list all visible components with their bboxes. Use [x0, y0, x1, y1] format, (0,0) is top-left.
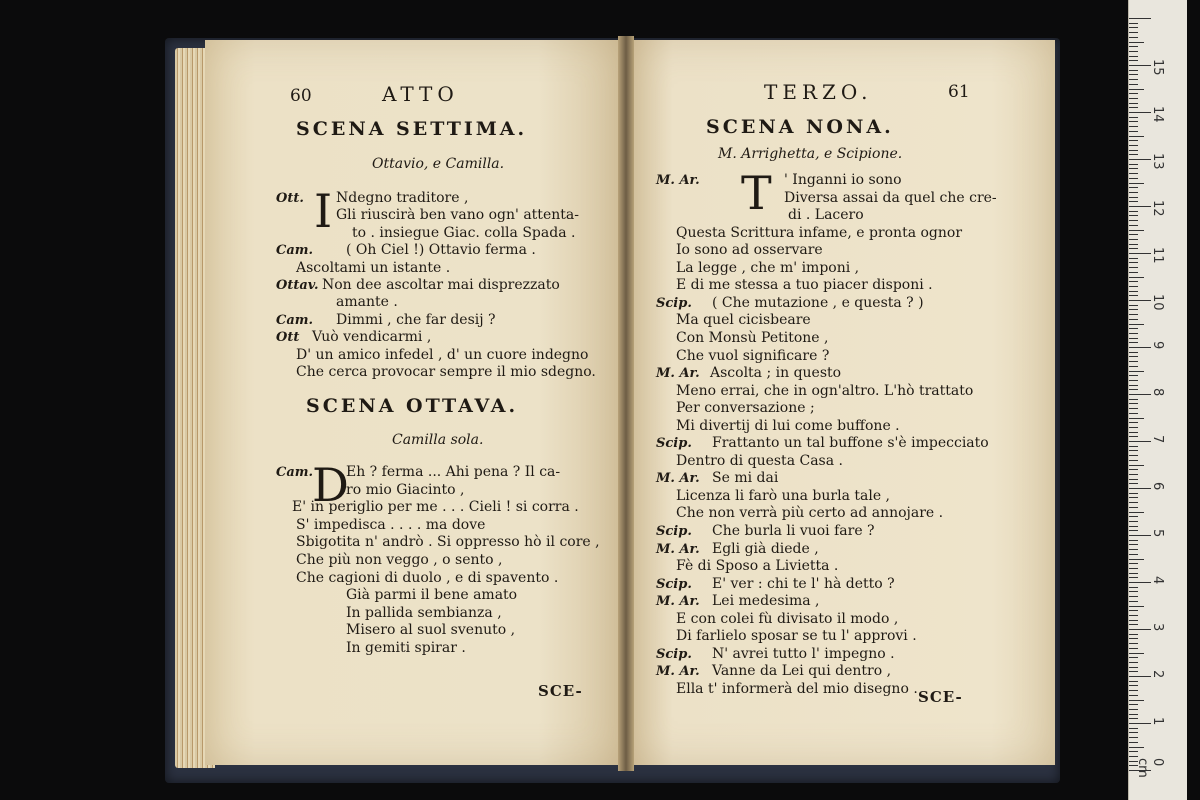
ruler-tick	[1129, 737, 1138, 738]
ruler-number: 1	[1150, 717, 1165, 726]
ruler-tick	[1129, 211, 1138, 212]
left-catchword: SCE-	[538, 682, 583, 700]
ruler-tick	[1129, 521, 1138, 522]
ruler-tick	[1129, 422, 1138, 423]
ruler-tick	[1129, 103, 1138, 104]
verse-line: Ma quel cicisbeare	[676, 312, 811, 329]
ruler-tick	[1129, 685, 1138, 686]
speaker-label: M. Ar.	[656, 664, 700, 680]
ruler-tick	[1129, 89, 1144, 90]
ruler-tick	[1129, 305, 1138, 306]
ruler-tick	[1129, 220, 1138, 221]
verse-line: Con Monsù Petitone ,	[676, 329, 829, 346]
ruler-tick	[1129, 615, 1138, 616]
ruler-tick	[1129, 573, 1138, 574]
ruler-tick	[1129, 27, 1138, 28]
right-page-number: 61	[948, 82, 970, 102]
ruler-tick	[1129, 704, 1138, 705]
ruler-tick	[1129, 568, 1138, 569]
ruler-tick	[1129, 46, 1138, 47]
ruler-tick	[1129, 662, 1138, 663]
ruler-number: 15	[1150, 59, 1165, 76]
scene9-dropcap: T	[741, 166, 772, 220]
ruler-tick	[1129, 516, 1138, 517]
ruler-tick	[1129, 512, 1144, 513]
ruler-tick	[1129, 681, 1138, 682]
ruler-tick	[1129, 206, 1151, 207]
ruler-tick	[1129, 70, 1138, 71]
verse-line: Di farlielo sposar se tu l' approvi .	[676, 628, 917, 645]
ruler-tick	[1129, 309, 1138, 310]
ruler-tick	[1129, 347, 1151, 348]
verse-line: ro mio Giacinto ,	[346, 481, 465, 498]
left-running-head: ATTO	[382, 82, 459, 106]
speaker-label: Scip.	[656, 524, 692, 539]
verse-line: D' un amico infedel , d' un cuore indegno	[296, 346, 589, 363]
speaker-label: Ottav.	[276, 278, 319, 293]
verse-line: E' in periglio per me . . . Cieli ! si corra .	[292, 499, 579, 516]
ruler-tick	[1129, 446, 1138, 447]
ruler-tick	[1129, 230, 1144, 231]
verse-line: Dentro di questa Casa .	[676, 452, 843, 469]
ruler-tick	[1129, 324, 1144, 325]
right-catchword: SCE-	[918, 688, 963, 706]
ruler-tick	[1129, 742, 1138, 743]
ruler-number: 6	[1150, 482, 1165, 491]
ruler-tick	[1129, 225, 1138, 226]
speaker-label: Cam.	[276, 312, 314, 328]
ruler-tick	[1129, 559, 1144, 560]
ruler-tick	[1129, 319, 1138, 320]
ruler-tick	[1129, 272, 1138, 273]
verse-line: Fè di Sposo a Livietta .	[676, 558, 839, 575]
scene7-title: SCENA SETTIMA.	[296, 118, 528, 140]
scene7-cast: Ottavio, e Camilla.	[372, 156, 505, 172]
ruler-tick	[1129, 168, 1138, 169]
ruler-tick	[1129, 657, 1138, 658]
ruler-tick	[1129, 554, 1138, 555]
ruler-tick	[1129, 314, 1138, 315]
ruler-tick	[1129, 634, 1138, 635]
ruler-tick	[1129, 84, 1138, 85]
ruler-tick	[1129, 469, 1138, 470]
book-gutter	[618, 36, 634, 771]
verse-line: Sbigotita n' andrò . Si oppresso hò il core ,	[296, 534, 600, 551]
speaker-label: Scip.	[656, 646, 692, 662]
ruler-number: 12	[1150, 200, 1165, 217]
verse-line: S' impedisca . . . . ma dove	[296, 516, 486, 533]
ruler-tick	[1129, 74, 1138, 75]
scene8-cast: Camilla sola.	[392, 432, 484, 448]
ruler-tick	[1129, 563, 1138, 564]
ruler-tick	[1129, 399, 1138, 400]
ruler-tick	[1129, 197, 1138, 198]
ruler-tick	[1129, 117, 1138, 118]
ruler-tick	[1129, 648, 1138, 649]
speaker-label: M. Ar.	[656, 541, 700, 557]
ruler-tick	[1129, 150, 1138, 151]
ruler-tick	[1129, 380, 1138, 381]
ruler-tick	[1129, 676, 1151, 677]
ruler-tick	[1129, 173, 1138, 174]
ruler-tick	[1129, 587, 1138, 588]
verse-line: Che cerca provocar sempre il mio sdegno.	[296, 364, 596, 380]
verse-line: Dimmi , che far desij ?	[336, 311, 496, 328]
ruler-tick	[1129, 751, 1138, 752]
verse-line: N' avrei tutto l' impegno .	[712, 645, 895, 662]
ruler-tick	[1129, 239, 1138, 240]
ruler-tick	[1129, 187, 1138, 188]
speaker-label: Scip.	[656, 576, 692, 592]
measurement-ruler	[1128, 0, 1187, 800]
ruler-tick	[1129, 427, 1138, 428]
verse-line: Meno errai, che in ogn'altro. L'hò trattato	[676, 382, 974, 399]
scene9-title: SCENA NONA.	[706, 116, 894, 138]
ruler-tick	[1129, 131, 1138, 132]
ruler-tick	[1129, 413, 1138, 414]
verse-line: amante .	[336, 294, 398, 311]
speaker-label: Ott	[276, 330, 300, 346]
ruler-tick	[1129, 418, 1144, 419]
ruler-tick	[1129, 497, 1138, 498]
verse-line: Frattanto un tal buffone s'è impecciato	[712, 435, 989, 452]
ruler-tick	[1129, 333, 1138, 334]
ruler-tick	[1129, 18, 1151, 19]
verse-line: E' ver : chi te l' hà detto ?	[712, 575, 895, 592]
ruler-tick	[1129, 93, 1138, 94]
ruler-tick	[1129, 577, 1138, 578]
ruler-tick	[1129, 356, 1138, 357]
ruler-tick	[1129, 582, 1151, 583]
verse-line: Già parmi il bene amato	[346, 587, 518, 604]
verse-line: Io sono ad osservare	[676, 242, 823, 259]
ruler-tick	[1129, 629, 1151, 630]
speaker-label: Scip.	[656, 295, 692, 311]
scene7-dropcap: I	[314, 184, 333, 238]
ruler-tick	[1129, 549, 1138, 550]
ruler-tick	[1129, 121, 1138, 122]
ruler-tick	[1129, 460, 1138, 461]
verse-line: Che più non veggo , o sento ,	[296, 552, 503, 568]
ruler-number: 13	[1150, 153, 1165, 170]
verse-line: Eh ? ferma ... Ahi pena ? Il ca-	[346, 464, 561, 480]
ruler-tick	[1129, 56, 1138, 57]
ruler-tick	[1129, 723, 1151, 724]
ruler-tick	[1129, 756, 1138, 757]
ruler-tick	[1129, 455, 1138, 456]
ruler-number: 8	[1150, 388, 1165, 397]
verse-line: Se mi dai	[712, 470, 779, 487]
ruler-tick	[1129, 653, 1144, 654]
verse-line: Licenza li farò una burla tale ,	[676, 487, 891, 504]
ruler-tick	[1129, 291, 1138, 292]
ruler-tick	[1129, 436, 1138, 437]
speaker-label: M. Ar.	[656, 173, 700, 188]
ruler-tick	[1129, 253, 1151, 254]
ruler-tick	[1129, 244, 1138, 245]
ruler-number: 11	[1150, 247, 1165, 264]
ruler-tick	[1129, 606, 1144, 607]
ruler-tick	[1129, 610, 1138, 611]
ruler-number: 14	[1150, 106, 1165, 123]
ruler-tick	[1129, 300, 1151, 301]
ruler-tick	[1129, 164, 1138, 165]
ruler-tick	[1129, 714, 1138, 715]
ruler-tick	[1129, 51, 1138, 52]
ruler-tick	[1129, 479, 1138, 480]
verse-line: Che cagioni di duolo , e di spavento .	[296, 569, 559, 586]
verse-line: ( Che mutazione , e questa ? )	[712, 294, 924, 311]
verse-line: Lei medesima ,	[712, 593, 820, 610]
scene8-dropcap: D	[312, 458, 349, 512]
ruler-tick	[1129, 465, 1144, 466]
ruler-tick	[1129, 140, 1138, 141]
ruler-tick	[1129, 474, 1138, 475]
ruler-tick	[1129, 394, 1151, 395]
ruler-tick	[1129, 258, 1138, 259]
ruler-tick	[1129, 371, 1144, 372]
verse-line: Vuò vendicarmi ,	[312, 329, 432, 346]
ruler-tick	[1129, 441, 1151, 442]
ruler-tick	[1129, 526, 1138, 527]
ruler-tick	[1129, 65, 1151, 66]
ruler-tick	[1129, 403, 1138, 404]
ruler-tick	[1129, 112, 1151, 113]
ruler-number: 7	[1150, 435, 1165, 444]
ruler-tick	[1129, 145, 1138, 146]
speaker-label: Ott.	[276, 191, 304, 206]
ruler-tick	[1129, 342, 1138, 343]
ruler-tick	[1129, 671, 1138, 672]
ruler-tick	[1129, 591, 1138, 592]
ruler-tick	[1129, 328, 1138, 329]
ruler-tick	[1129, 136, 1144, 137]
verse-line: Egli già diede ,	[712, 540, 819, 557]
ruler-number: 10	[1150, 294, 1165, 311]
ruler-tick	[1129, 37, 1138, 38]
ruler-tick	[1129, 154, 1138, 155]
ruler-tick	[1129, 79, 1138, 80]
speaker-label: Scip.	[656, 436, 692, 452]
ruler-number: 2	[1150, 670, 1165, 679]
ruler-tick	[1129, 638, 1138, 639]
speaker-label: M. Ar.	[656, 471, 700, 487]
ruler-tick	[1129, 432, 1138, 433]
ruler-tick	[1129, 32, 1138, 33]
ruler-number: 3	[1150, 623, 1165, 632]
ruler-tick	[1129, 295, 1138, 296]
ruler-tick	[1129, 747, 1144, 748]
right-running-head: TERZO.	[764, 80, 873, 104]
ruler-tick	[1129, 23, 1138, 24]
verse-line: Questa Scrittura infame, e pronta ognor	[676, 224, 963, 241]
ruler-tick	[1129, 60, 1138, 61]
ruler-tick	[1129, 98, 1138, 99]
speaker-label: Cam.	[276, 465, 314, 480]
speaker-label: M. Ar.	[656, 594, 700, 610]
ruler-tick	[1129, 488, 1151, 489]
verse-line: Ndegno traditore ,	[336, 190, 469, 206]
ruler-tick	[1129, 385, 1138, 386]
verse-line: Ascolta ; in questo	[710, 365, 842, 382]
ruler-number: 9	[1150, 341, 1165, 350]
left-page-number: 60	[290, 86, 312, 106]
scene8-title: SCENA OTTAVA.	[306, 395, 519, 417]
ruler-tick	[1129, 338, 1138, 339]
verse-line: La legge , che m' imponi ,	[676, 259, 860, 276]
ruler-tick	[1129, 215, 1138, 216]
ruler-tick	[1129, 728, 1138, 729]
verse-line: Diversa assai da quel che cre-	[784, 189, 997, 206]
ruler-tick	[1129, 540, 1138, 541]
verse-line: Misero al suol svenuto ,	[346, 622, 516, 639]
ruler-tick	[1129, 450, 1138, 451]
verse-line: In gemiti spirar .	[346, 640, 466, 656]
ruler-tick	[1129, 375, 1138, 376]
ruler-tick	[1129, 389, 1138, 390]
ruler-tick	[1129, 483, 1138, 484]
verse-line: E di me stessa a tuo piacer disponi .	[676, 277, 933, 294]
verse-line: Ella t' informerà del mio disegno .	[676, 680, 918, 697]
ruler-tick	[1129, 624, 1138, 625]
verse-line: Che vuol significare ?	[676, 347, 830, 364]
ruler-tick	[1129, 601, 1138, 602]
ruler-tick	[1129, 695, 1138, 696]
ruler-tick	[1129, 718, 1138, 719]
verse-line: Gli riuscirà ben vano ogn' attenta-	[336, 207, 579, 224]
ruler-tick	[1129, 530, 1138, 531]
ruler-tick	[1129, 408, 1138, 409]
ruler-tick	[1129, 596, 1138, 597]
ruler-tick	[1129, 107, 1138, 108]
verse-line: di . Lacero	[788, 207, 864, 224]
verse-line: ( Oh Ciel !) Ottavio ferma .	[346, 242, 536, 259]
ruler-number: 5	[1150, 529, 1165, 538]
ruler-tick	[1129, 42, 1144, 43]
verse-line: E con colei fù divisato il modo ,	[676, 610, 899, 627]
ruler-tick	[1129, 643, 1138, 644]
ruler-tick	[1129, 267, 1138, 268]
scene9-cast: M. Arrighetta, e Scipione.	[718, 146, 903, 162]
verse-line: Ascoltami un istante .	[296, 259, 451, 276]
ruler-tick	[1129, 709, 1138, 710]
ruler-unit-label: 0 cm	[1135, 758, 1165, 778]
ruler-tick	[1129, 700, 1144, 701]
verse-line: Per conversazione ;	[676, 400, 815, 417]
ruler-tick	[1129, 277, 1144, 278]
verse-line: Che burla li vuoi fare ?	[712, 523, 875, 539]
ruler-tick	[1129, 262, 1138, 263]
ruler-tick	[1129, 366, 1138, 367]
ruler-tick	[1129, 535, 1151, 536]
ruler-tick	[1129, 507, 1138, 508]
ruler-tick	[1129, 620, 1138, 621]
ruler-tick	[1129, 183, 1144, 184]
verse-line: Vanne da Lei qui dentro ,	[712, 663, 892, 680]
ruler-tick	[1129, 159, 1151, 160]
ruler-tick	[1129, 126, 1138, 127]
verse-line: Non dee ascoltar mai disprezzato	[322, 277, 560, 293]
ruler-tick	[1129, 732, 1138, 733]
ruler-tick	[1129, 178, 1138, 179]
speaker-label: M. Ar.	[656, 366, 700, 382]
ruler-tick	[1129, 502, 1138, 503]
verse-line: ' Inganni io sono	[784, 172, 902, 188]
ruler-tick	[1129, 361, 1138, 362]
ruler-tick	[1129, 248, 1138, 249]
verse-line: In pallida sembianza ,	[346, 604, 502, 621]
ruler-tick	[1129, 544, 1138, 545]
ruler-tick	[1129, 690, 1138, 691]
ruler-tick	[1129, 281, 1138, 282]
ruler-tick	[1129, 192, 1138, 193]
ruler-tick	[1129, 201, 1138, 202]
ruler-tick	[1129, 493, 1138, 494]
ruler-tick	[1129, 667, 1138, 668]
verse-line: to . insiegue Giac. colla Spada .	[352, 224, 576, 241]
speaker-label: Cam.	[276, 243, 314, 259]
ruler-number: 4	[1150, 576, 1165, 585]
ruler-tick	[1129, 352, 1138, 353]
verse-line: Che non verrà più certo ad annojare .	[676, 505, 944, 522]
verse-line: Mi divertij di lui come buffone .	[676, 417, 900, 434]
ruler-tick	[1129, 286, 1138, 287]
ruler-tick	[1129, 234, 1138, 235]
